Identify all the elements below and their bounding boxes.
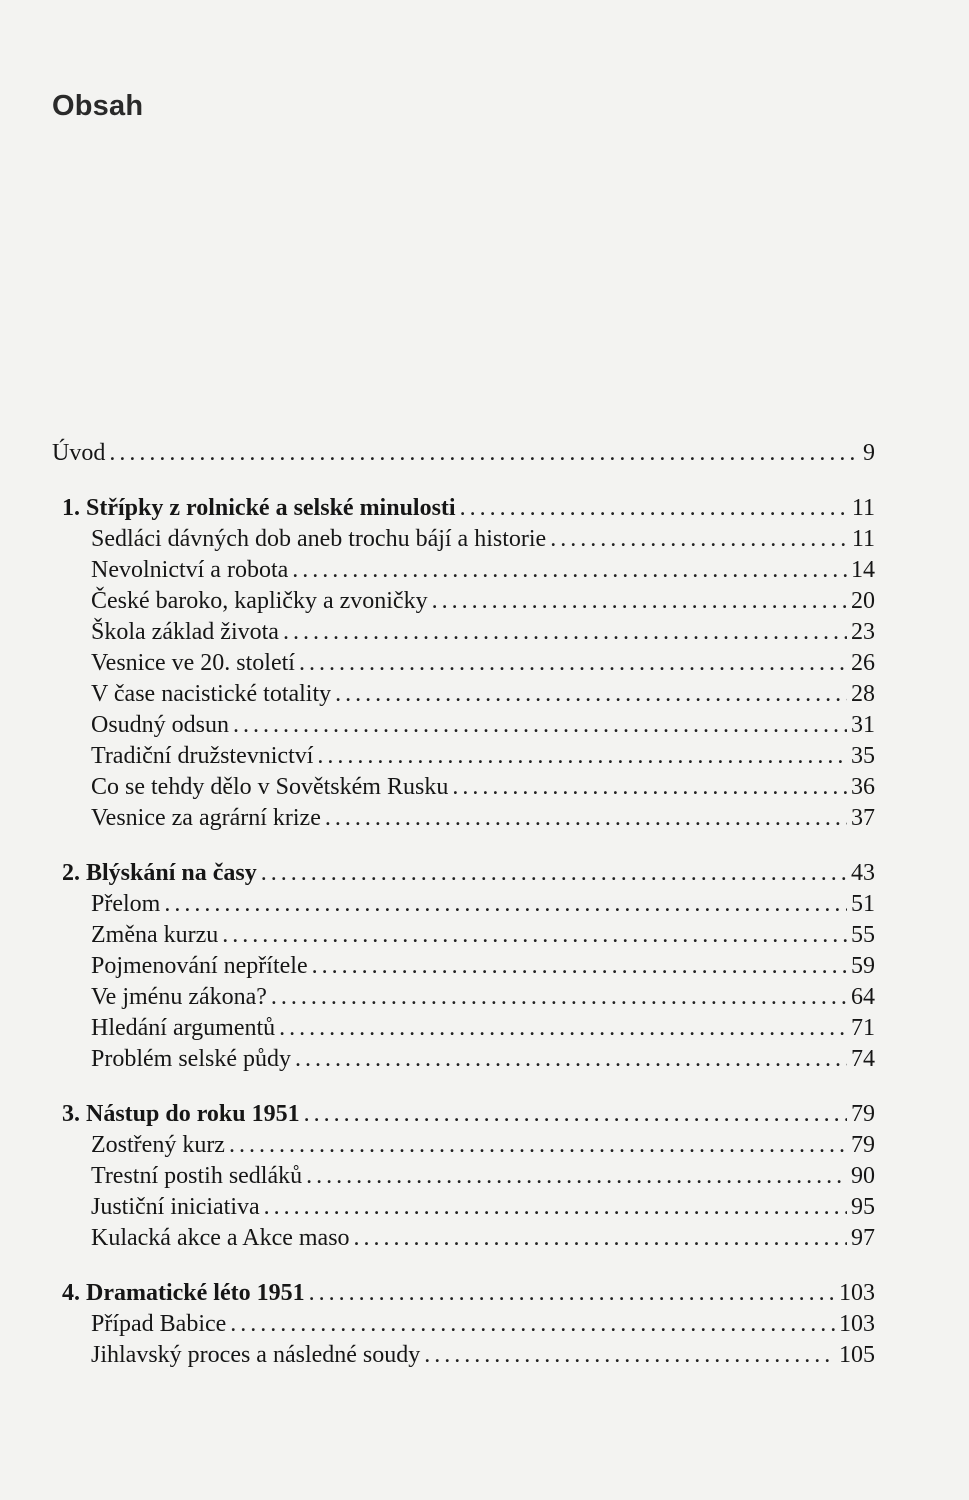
toc-entry bbox=[52, 617, 875, 648]
dot-leader bbox=[312, 951, 847, 982]
toc-entry-label: Co se tehdy dělo v Sovětském Rusku bbox=[91, 774, 449, 800]
toc-entry-page: 79 bbox=[851, 1132, 875, 1158]
toc-entry bbox=[52, 889, 875, 920]
dot-leader bbox=[354, 1223, 847, 1254]
toc-entry-label: České baroko, kapličky a zvoničky bbox=[91, 588, 428, 614]
toc-chapter-label: 3. Nástup do roku 1951 bbox=[62, 1101, 300, 1127]
toc-entry bbox=[52, 1192, 875, 1223]
toc-entry bbox=[52, 679, 875, 710]
dot-leader bbox=[325, 803, 847, 834]
toc-entry-label: Pojmenování nepřítele bbox=[91, 953, 308, 979]
toc-entry bbox=[52, 1161, 875, 1192]
toc-entry-label: Hledání argumentů bbox=[91, 1015, 276, 1041]
toc-entry-page: 37 bbox=[851, 805, 875, 831]
toc-entry bbox=[52, 1013, 875, 1044]
dot-leader bbox=[271, 982, 847, 1013]
toc-entry bbox=[52, 1223, 875, 1254]
toc-entry bbox=[52, 438, 875, 469]
dot-leader bbox=[460, 493, 848, 524]
toc-entry bbox=[52, 586, 875, 617]
dot-leader bbox=[550, 524, 848, 555]
toc-chapter-label: 2. Blýskání na časy bbox=[62, 860, 257, 886]
dot-leader bbox=[230, 1309, 835, 1340]
toc-entry-label: Tradiční družstevnictví bbox=[91, 743, 314, 769]
toc-entry-label: Úvod bbox=[52, 440, 106, 466]
toc-entry-label: Vesnice za agrární krize bbox=[91, 805, 321, 831]
dot-leader bbox=[452, 772, 847, 803]
toc-entry-label: Kulacká akce a Akce maso bbox=[91, 1225, 350, 1251]
dot-leader bbox=[295, 1044, 847, 1075]
toc-entry-label: Vesnice ve 20. století bbox=[91, 650, 295, 676]
dot-leader bbox=[299, 648, 847, 679]
toc-chapter-page: 43 bbox=[851, 860, 875, 886]
toc-section-chapter-2 bbox=[52, 858, 875, 1075]
toc-entry-page: 11 bbox=[851, 526, 875, 552]
toc-entry-label: Přelom bbox=[91, 891, 161, 917]
toc-section-intro bbox=[52, 438, 875, 469]
toc-entry bbox=[52, 524, 875, 555]
toc-entry-label: Jihlavský proces a následné soudy bbox=[91, 1342, 421, 1368]
toc-chapter-title bbox=[52, 858, 875, 889]
toc-section-chapter-1 bbox=[52, 493, 875, 834]
toc-chapter-title bbox=[52, 493, 875, 524]
dot-leader bbox=[279, 1013, 847, 1044]
dot-leader bbox=[229, 1130, 847, 1161]
toc-entry-page: 64 bbox=[851, 984, 875, 1010]
toc-entry-page: 31 bbox=[851, 712, 875, 738]
dot-leader bbox=[261, 858, 847, 889]
table-of-contents bbox=[52, 438, 875, 1371]
page-title: Obsah bbox=[52, 90, 144, 122]
toc-entry-page: 74 bbox=[851, 1046, 875, 1072]
dot-leader bbox=[304, 1099, 847, 1130]
toc-entry-page: 9 bbox=[863, 440, 875, 466]
toc-entry-page: 95 bbox=[851, 1194, 875, 1220]
toc-entry-page: 35 bbox=[851, 743, 875, 769]
dot-leader bbox=[432, 586, 847, 617]
toc-entry-label: Nevolnictví a robota bbox=[91, 557, 289, 583]
toc-entry-label: Osudný odsun bbox=[91, 712, 230, 738]
toc-chapter-label: 1. Střípky z rolnické a selské minulosti bbox=[62, 495, 456, 521]
toc-chapter-page: 11 bbox=[851, 495, 875, 521]
toc-entry bbox=[52, 920, 875, 951]
toc-entry-page: 26 bbox=[851, 650, 875, 676]
toc-entry-page: 51 bbox=[851, 891, 875, 917]
dot-leader bbox=[222, 920, 847, 951]
toc-entry-page: 20 bbox=[851, 588, 875, 614]
toc-entry-page: 14 bbox=[851, 557, 875, 583]
toc-entry-page: 59 bbox=[851, 953, 875, 979]
toc-entry-label: Sedláci dávných dob aneb trochu bájí a historie bbox=[91, 526, 547, 552]
toc-entry-page: 23 bbox=[851, 619, 875, 645]
dot-leader bbox=[424, 1340, 835, 1371]
dot-leader bbox=[335, 679, 847, 710]
toc-chapter-page: 79 bbox=[851, 1101, 875, 1127]
toc-entry bbox=[52, 741, 875, 772]
dot-leader bbox=[292, 555, 847, 586]
toc-entry-label: Zostřený kurz bbox=[91, 1132, 225, 1158]
toc-entry-page: 71 bbox=[851, 1015, 875, 1041]
toc-entry bbox=[52, 648, 875, 679]
toc-entry bbox=[52, 803, 875, 834]
toc-entry-page: 90 bbox=[851, 1163, 875, 1189]
toc-entry bbox=[52, 951, 875, 982]
dot-leader bbox=[283, 617, 847, 648]
toc-section-chapter-3 bbox=[52, 1099, 875, 1254]
dot-leader bbox=[164, 889, 847, 920]
dot-leader bbox=[306, 1161, 847, 1192]
toc-chapter-title bbox=[52, 1278, 875, 1309]
toc-entry bbox=[52, 982, 875, 1013]
toc-entry bbox=[52, 1044, 875, 1075]
toc-entry-label: Případ Babice bbox=[91, 1311, 227, 1337]
toc-entry bbox=[52, 1340, 875, 1371]
toc-entry bbox=[52, 710, 875, 741]
toc-entry bbox=[52, 1309, 875, 1340]
toc-entry-label: Problém selské půdy bbox=[91, 1046, 291, 1072]
toc-entry-page: 105 bbox=[839, 1342, 875, 1368]
dot-leader bbox=[109, 438, 859, 469]
toc-chapter-page: 103 bbox=[839, 1280, 875, 1306]
toc-entry bbox=[52, 772, 875, 803]
toc-entry-label: Trestní postih sedláků bbox=[91, 1163, 303, 1189]
toc-section-chapter-4 bbox=[52, 1278, 875, 1371]
toc-entry-page: 103 bbox=[839, 1311, 875, 1337]
toc-entry-page: 97 bbox=[851, 1225, 875, 1251]
toc-entry-page: 28 bbox=[851, 681, 875, 707]
dot-leader bbox=[233, 710, 847, 741]
toc-entry-label: Ve jménu zákona? bbox=[91, 984, 267, 1010]
toc-entry-page: 36 bbox=[851, 774, 875, 800]
dot-leader bbox=[317, 741, 847, 772]
dot-leader bbox=[264, 1192, 847, 1223]
toc-entry bbox=[52, 555, 875, 586]
toc-entry-label: V čase nacistické totality bbox=[91, 681, 332, 707]
toc-entry-label: Justiční iniciativa bbox=[91, 1194, 260, 1220]
toc-entry-label: Změna kurzu bbox=[91, 922, 219, 948]
toc-entry-page: 55 bbox=[851, 922, 875, 948]
toc-chapter-label: 4. Dramatické léto 1951 bbox=[62, 1280, 305, 1306]
toc-entry-label: Škola základ života bbox=[91, 619, 279, 645]
toc-chapter-title bbox=[52, 1099, 875, 1130]
dot-leader bbox=[309, 1278, 835, 1309]
toc-entry bbox=[52, 1130, 875, 1161]
